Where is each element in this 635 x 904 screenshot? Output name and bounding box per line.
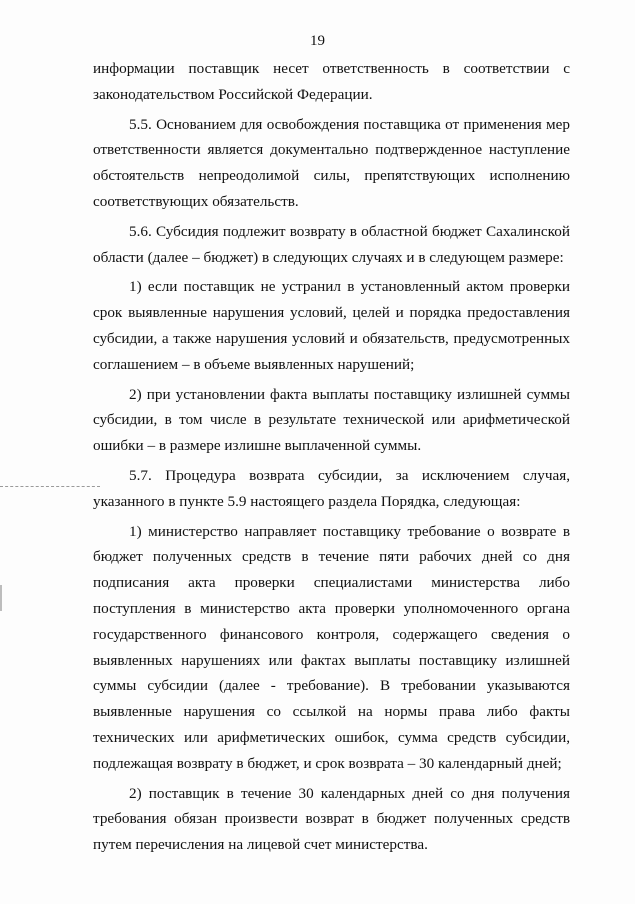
paragraph-5-6-item-1: 1) если поставщик не устранил в установленный актом проверки срок выявленные нарушения условий, целей и порядка предоставления субсидии, а также нарушения условий и обязательств, предусмотренных соглашением – в объеме выявленных нарушений; <box>93 278 570 373</box>
page-number: 19 <box>310 33 325 49</box>
scan-artifact-edge <box>0 585 2 611</box>
paragraph-continuation: информации поставщик несет ответственность в соответствии с законодательством Российской Федерации. <box>93 60 570 103</box>
scan-artifact-dash <box>0 486 100 487</box>
paragraph-5-7: 5.7. Процедура возврата субсидии, за исключением случая, указанного в пункте 5.9 настоящего раздела Порядка, следующая: <box>93 466 570 510</box>
paragraph-5-5: 5.5. Основанием для освобождения поставщика от применения мер ответственности является документально подтвержденное наступление обстоятельств непреодолимой силы, препятствующих исполнению соответствующих обязательств. <box>93 115 570 210</box>
paragraph-5-6: 5.6. Субсидия подлежит возврату в областной бюджет Сахалинской области (далее – бюджет) в следующих случаях и в следующем размере: <box>93 222 570 266</box>
paragraph-5-7-item-2: 2) поставщик в течение 30 календарных дней со дня получения требования обязан произвести возврат в бюджет полученных средств путем перечисления на лицевой счет министерства. <box>93 784 570 854</box>
paragraph-5-6-item-2: 2) при установлении факта выплаты поставщику излишней суммы субсидии, в том числе в результате технической или арифметической ошибки – в размере излишне выплаченной суммы. <box>93 385 570 455</box>
document-body <box>93 56 570 858</box>
paragraph-5-7-item-1: 1) министерство направляет поставщику требование о возврате в бюджет полученных средств в течение пяти рабочих дней со дня подписания акта проверки специалистами министерства либо поступления в министерство акта проверки уполномоченного органа государственного финансового контроля, содержащего сведения о выявленных нарушениях или фактах выплаты поставщику излишней суммы субсидии (далее - требование). В требовании указываются выявленные нарушения со ссылкой на нормы права либо факты технических или арифметических ошибок, сумма средств субсидии, подлежащая возврату в бюджет, и срок возврата – 30 календарный дней; <box>93 522 570 772</box>
